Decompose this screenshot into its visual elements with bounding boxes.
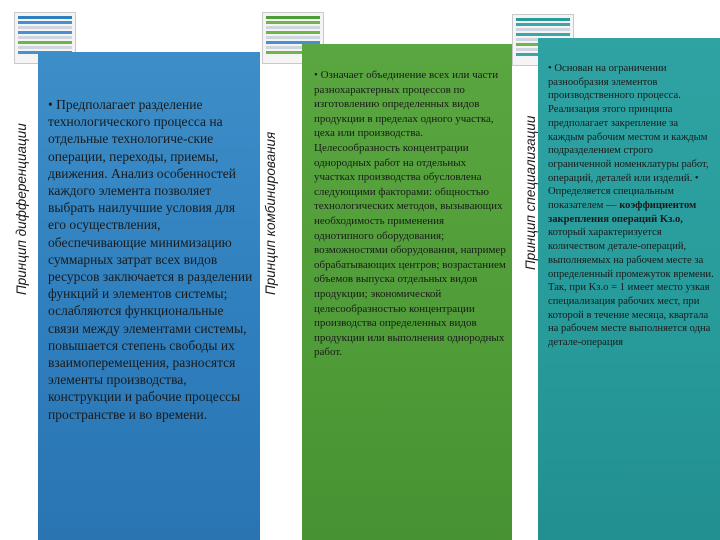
left-panel-title: Принцип дифференциации [14,123,29,295]
right-panel-text-2: который характеризуется количеством детале-операций, выполняемых на рабочем месте за определенный промежуток времени. Так, при Kз.о = 1 имеет место узкая специализация рабочих мест, при которой в течение месяца, квартала на рабочем месте выполняется одна детале-операция [548,227,714,349]
middle-panel-text: • Означает объединение всех или части разнохарактерных процессов по изготовлению определенных видов продукции в пределах одного участка, цеха или производства. Целесообразность концентрации однородных работ на отдельных участках производства обусловлена следующими факторами: общностью технологических методов, вызывающих необходимость применения однотипного оборудования; возможностями оборудования, например обрабатывающих центров; возрастанием объемов выпуска отдельных видов продукции; экономической целесообразностью концентрации производства определенных видов продукции или выполнения однородных работ. [314,69,506,359]
middle-panel-title: Принцип комбинирования [263,131,278,295]
left-panel [38,52,260,540]
right-panel [538,38,720,540]
right-panel-text-1: • Основан на ограничении разнообразия элементов производственного процесса. Реализация этого принципа предполагает закрепление за каждым рабочим местом и каждым подразделением строго ограниченной номенклатуры работ, операций, деталей или изделий. • Определяется специальным показателем — [548,63,709,212]
left-panel-text: • Предполагает разделение технологического процесса на отдельные технологиче-ские операции, переходы, приемы, движения. Анализ особенностей каждого элемента позволяет выбрать наилучшие условия для его осуществления, обеспечивающие минимизацию суммарных затрат всех видов ресурсов заключается в разделении функций и элементов системы; ослабляются функциональные связи между элементами системы, повышается степень свободы их взаимоперемещения, разносятся элементы производства, конструкции и рабочие процессы пространстве и во времени. [48,97,253,422]
middle-panel [302,44,512,540]
right-panel-bold-term: коэффициентом закрепления операций Kз.о, [548,200,697,225]
right-panel-title: Принцип специализации [523,115,538,270]
